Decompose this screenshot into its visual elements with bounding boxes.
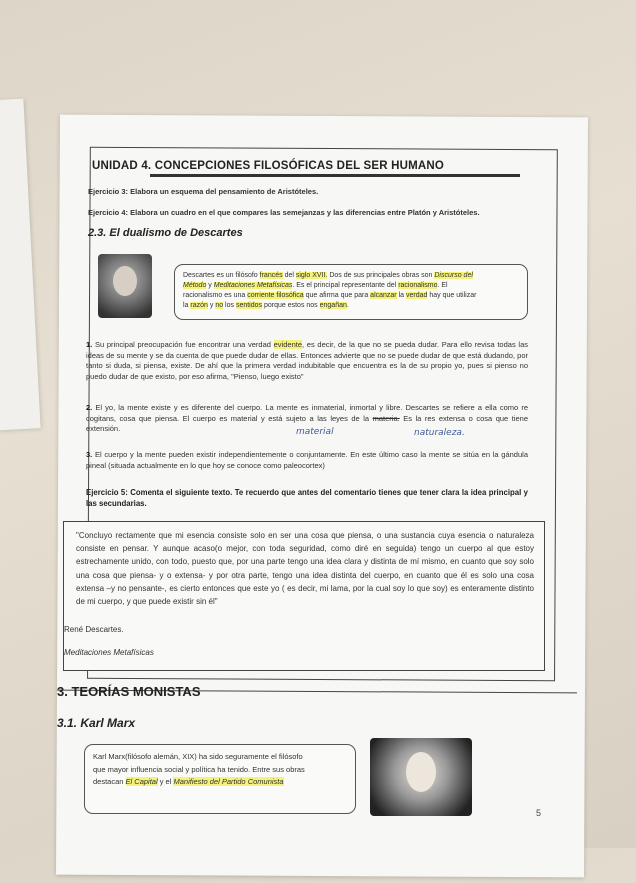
section-descartes-title: 2.3. El dualismo de Descartes [88, 227, 243, 239]
descartes-quote: "Concluyo rectamente que mi esencia consiste solo en ser una cosa que piensa, o una sustancia cuya esencia o naturaleza consiste en pensar. Y aunque acaso(o mejor, con toda seguridad, como diré en seguida) tengo un cuerpo al que estoy estrechamente unido, con todo, puesto que, por una parte tengo una idea clara y distinta de mí mismo, en cuanto que soy solo una cosa que piensa- y o extensa- y por otra parte, tengo una idea distinta del cuerpo, en cuanto que él es solo una cosa extensa –y no pensante-, es cierto entonces que este yo ( es decir, mi lama, por la cual soy lo que soy) es enteramente distinto de mi cuerpo, y que puede existir sin él" [76, 531, 534, 607]
section-monistas-title: 3. TEORÍAS MONISTAS [57, 684, 201, 699]
descartes-info-box [174, 264, 528, 320]
background-sheet [0, 99, 41, 432]
exercise-3: Ejercicio 3: Elabora un esquema del pensamiento de Aristóteles. [88, 187, 319, 196]
quote-author: René Descartes. [64, 625, 124, 634]
exercise-5: Ejercicio 5: Comenta el siguiente texto. Te recuerdo que antes del comentario tienes que tener clara la idea principal y las secundarias. [86, 488, 528, 508]
portrait-face [113, 266, 137, 296]
marx-box-line-3: destacan El Capital y el Manifiesto del Partido Comunista [93, 777, 284, 786]
portrait-face [406, 752, 436, 792]
handwritten-note-naturaleza: naturaleza. [414, 428, 465, 438]
paragraph-2: 2. El yo, la mente existe y es diferente del cuerpo. La mente es inmaterial, inmortal y libre. Descartes se refiere a ella como re cogitans, cosa que piensa. El cuerpo es material y está sujeto a las leyes de la materia. Es la res extensa o cosa que tiene extensión. [86, 403, 528, 434]
paragraph-3: 3. El cuerpo y la mente pueden existir independientemente o conjuntamente. En este último caso la mente se sitúa en la gándula pineal (situada actualmente en lo que hoy se conoce como paleocortex) [86, 450, 528, 470]
unit-title: UNIDAD 4. CONCEPCIONES FILOSÓFICAS DEL SER HUMANO [92, 160, 445, 172]
handwritten-note-material: material [296, 427, 334, 437]
marx-portrait [370, 738, 472, 816]
descartes-box-line-4: la razón y no los sentidos porque estos nos engañan. [183, 302, 349, 309]
paragraph-1: 1. Su principal preocupación fue encontrar una verdad evidente, es decir, de la que no se pueda dudar. Para ello revisa todas las ideas de su mente y se da cuenta de que puede dudar de ellas. Entonces advierte que no se puede dudar de que está dudando, por tanto si duda, si piensa, existe. De ahí que la primera verdad indubitable que encuentra es la de su propio yo, pues si pienso no puedo dudar de que existo, por eso afirma, "Pienso, luego existo" [86, 340, 528, 381]
exercise-4: Ejercicio 4: Elabora un cuadro en el que compares las semejanzas y las diferencias entre Platón y Aristóteles. [88, 208, 480, 217]
descartes-box-line-3: racionalismo es una corriente filosófica que afirma que para alcanzar la verdad hay que utilizar [183, 292, 477, 299]
descartes-box-line-1: Descartes es un filósofo francés del siglo XVII. Dos de sus principales obras son Discurso del [183, 272, 473, 279]
marx-box-line-1: Karl Marx(filósofo alemán, XIX) ha sido seguramente el filósofo [93, 752, 303, 761]
quote-source: Meditaciones Metafísicas [64, 648, 154, 657]
descartes-box-line-2: Método y Meditaciones Metafísicas. Es el principal representante del racionalismo. El [183, 282, 448, 289]
marx-info-box [84, 744, 356, 814]
title-rule [150, 174, 520, 177]
marx-box-line-2: que mayor influencia social y política ha tenido. Entre sus obras [93, 764, 305, 774]
section-marx-title: 3.1. Karl Marx [57, 716, 136, 730]
page-number: 5 [536, 808, 542, 818]
descartes-portrait [98, 254, 152, 318]
